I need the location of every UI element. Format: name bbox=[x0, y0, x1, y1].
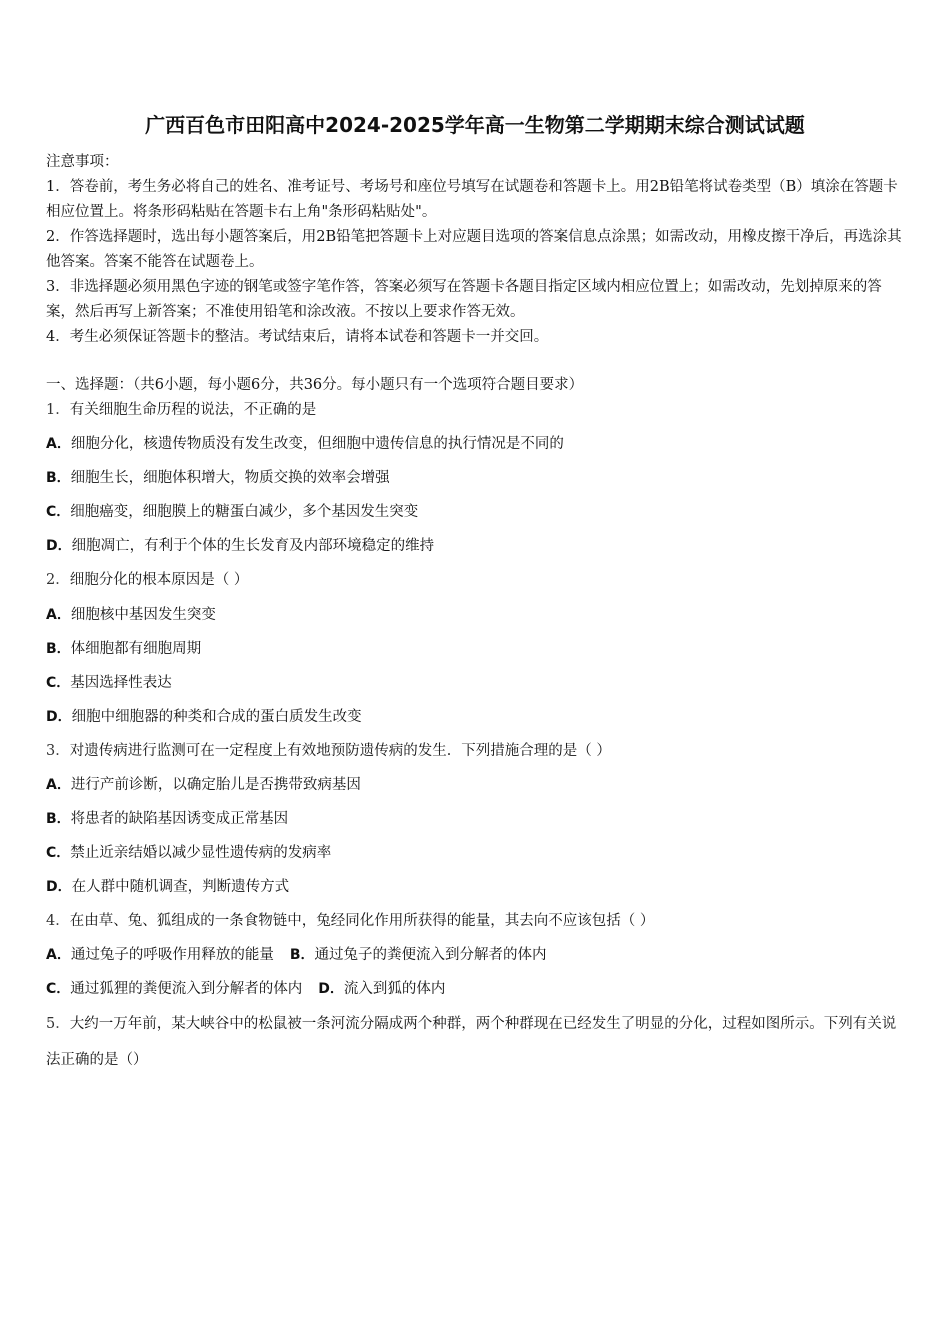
notice-item: 1．答卷前，考生务必将自己的姓名、准考证号、考场号和座位号填写在试题卷和答题卡上。用2B铅笔将试卷类型（B）填涂在答题卡相应位置上。将条形码粘贴在答题卡右上角"条形码粘贴处"。 bbox=[46, 179, 898, 220]
option-letter: B． bbox=[289, 947, 315, 963]
question-3-stem bbox=[46, 739, 904, 763]
question-3-option-d bbox=[46, 875, 904, 899]
page-title: 广西百色市田阳高中2024-2025学年高一生物第二学期期末综合测试试题 bbox=[145, 113, 805, 137]
question-number: 4． bbox=[46, 913, 70, 929]
section-heading: 一、选择题：（共6小题，每小题6分，共36分。每小题只有一个选项符合题目要求） bbox=[46, 377, 584, 393]
option-text: 细胞凋亡，有利于个体的生长发育及内部环境稳定的维持 bbox=[71, 538, 435, 554]
question-4-options-cd bbox=[46, 977, 904, 1001]
option-letter: A． bbox=[46, 607, 71, 623]
option-text: 细胞分化，核遗传物质没有发生改变，但细胞中遗传信息的执行情况是不同的 bbox=[70, 436, 564, 452]
question-number: 2． bbox=[46, 572, 70, 588]
question-1-option-b bbox=[46, 466, 904, 490]
option-letter: B． bbox=[46, 811, 71, 827]
option-letter: C． bbox=[46, 504, 71, 520]
question-5-stem bbox=[46, 1006, 904, 1078]
question-3-option-a bbox=[46, 773, 904, 797]
question-number: 5． bbox=[46, 1016, 70, 1032]
option-text: 细胞生长，细胞体积增大，物质交换的效率会增强 bbox=[70, 470, 390, 486]
question-text: 有关细胞生命历程的说法，不正确的是 bbox=[69, 402, 317, 418]
option-text: 通过兔子的呼吸作用释放的能量 bbox=[70, 947, 274, 963]
option-text: 通过兔子的粪便流入到分解者的体内 bbox=[314, 947, 547, 963]
question-2-option-a bbox=[46, 603, 904, 627]
option-letter: A． bbox=[46, 777, 71, 793]
question-text: 在由草、兔、狐组成的一条食物链中，兔经同化作用所获得的能量，其去向不应该包括（ ） bbox=[69, 913, 655, 929]
question-number: 3． bbox=[46, 743, 70, 759]
option-text: 通过狐狸的粪便流入到分解者的体内 bbox=[70, 981, 303, 997]
option-letter: A． bbox=[46, 947, 71, 963]
notice-heading: 注意事项： bbox=[46, 154, 119, 170]
question-text: 大约一万年前，某大峡谷中的松鼠被一条河流分隔成两个种群，两个种群现在已经发生了明显的分化，过程如图所示。下列有关说法正确的是（） bbox=[46, 1016, 897, 1068]
question-2-stem bbox=[46, 568, 904, 592]
question-4-options-ab bbox=[46, 943, 904, 967]
question-1-option-c bbox=[46, 500, 904, 524]
question-1-option-a bbox=[46, 432, 904, 456]
option-letter: B． bbox=[46, 641, 71, 657]
question-text: 对遗传病进行监测可在一定程度上有效地预防遗传病的发生．下列措施合理的是（ ） bbox=[69, 743, 611, 759]
option-letter: D． bbox=[318, 981, 344, 997]
question-2-option-b bbox=[46, 637, 904, 661]
option-text: 将患者的缺陷基因诱变成正常基因 bbox=[70, 811, 289, 827]
option-text: 细胞中细胞器的种类和合成的蛋白质发生改变 bbox=[71, 709, 362, 725]
option-text: 基因选择性表达 bbox=[70, 675, 172, 691]
option-text: 流入到狐的体内 bbox=[343, 981, 446, 997]
option-letter: A． bbox=[46, 436, 71, 452]
notice-block bbox=[46, 150, 904, 350]
option-letter: C． bbox=[46, 981, 71, 997]
question-3-option-b bbox=[46, 807, 904, 831]
question-1-stem bbox=[46, 398, 904, 422]
notice-item: 3．非选择题必须用黑色字迹的钢笔或签字笔作答，答案必须写在答题卡各题目指定区域内相应位置上；如需改动，先划掉原来的答案，然后再写上新答案；不准使用铅笔和涂改液。不按以上要求作答无效。 bbox=[46, 279, 882, 320]
option-text: 细胞癌变，细胞膜上的糖蛋白减少，多个基因发生突变 bbox=[70, 504, 419, 520]
question-4-stem bbox=[46, 909, 904, 933]
option-letter: D． bbox=[46, 879, 72, 895]
option-letter: D． bbox=[46, 538, 72, 554]
notice-item: 2．作答选择题时，选出每小题答案后，用2B铅笔把答题卡上对应题目选项的答案信息点涂黑；如需改动，用橡皮擦干净后，再选涂其他答案。答案不能答在试题卷上。 bbox=[46, 229, 902, 270]
question-text: 细胞分化的根本原因是（ ） bbox=[69, 572, 249, 588]
option-letter: C． bbox=[46, 675, 71, 691]
option-text: 细胞核中基因发生突变 bbox=[70, 607, 216, 623]
question-3-option-c bbox=[46, 841, 904, 865]
option-text: 禁止近亲结婚以减少显性遗传病的发病率 bbox=[70, 845, 332, 861]
question-number: 1． bbox=[46, 402, 70, 418]
question-2-option-d bbox=[46, 705, 904, 729]
notice-item: 4．考生必须保证答题卡的整洁。考试结束后，请将本试卷和答题卡一并交回。 bbox=[46, 329, 549, 345]
option-letter: D． bbox=[46, 709, 72, 725]
question-1-option-d bbox=[46, 534, 904, 558]
question-2-option-c bbox=[46, 671, 904, 695]
option-text: 进行产前诊断，以确定胎儿是否携带致病基因 bbox=[70, 777, 361, 793]
option-text: 体细胞都有细胞周期 bbox=[70, 641, 202, 657]
option-letter: C． bbox=[46, 845, 71, 861]
option-text: 在人群中随机调查，判断遗传方式 bbox=[71, 879, 290, 895]
option-letter: B． bbox=[46, 470, 71, 486]
